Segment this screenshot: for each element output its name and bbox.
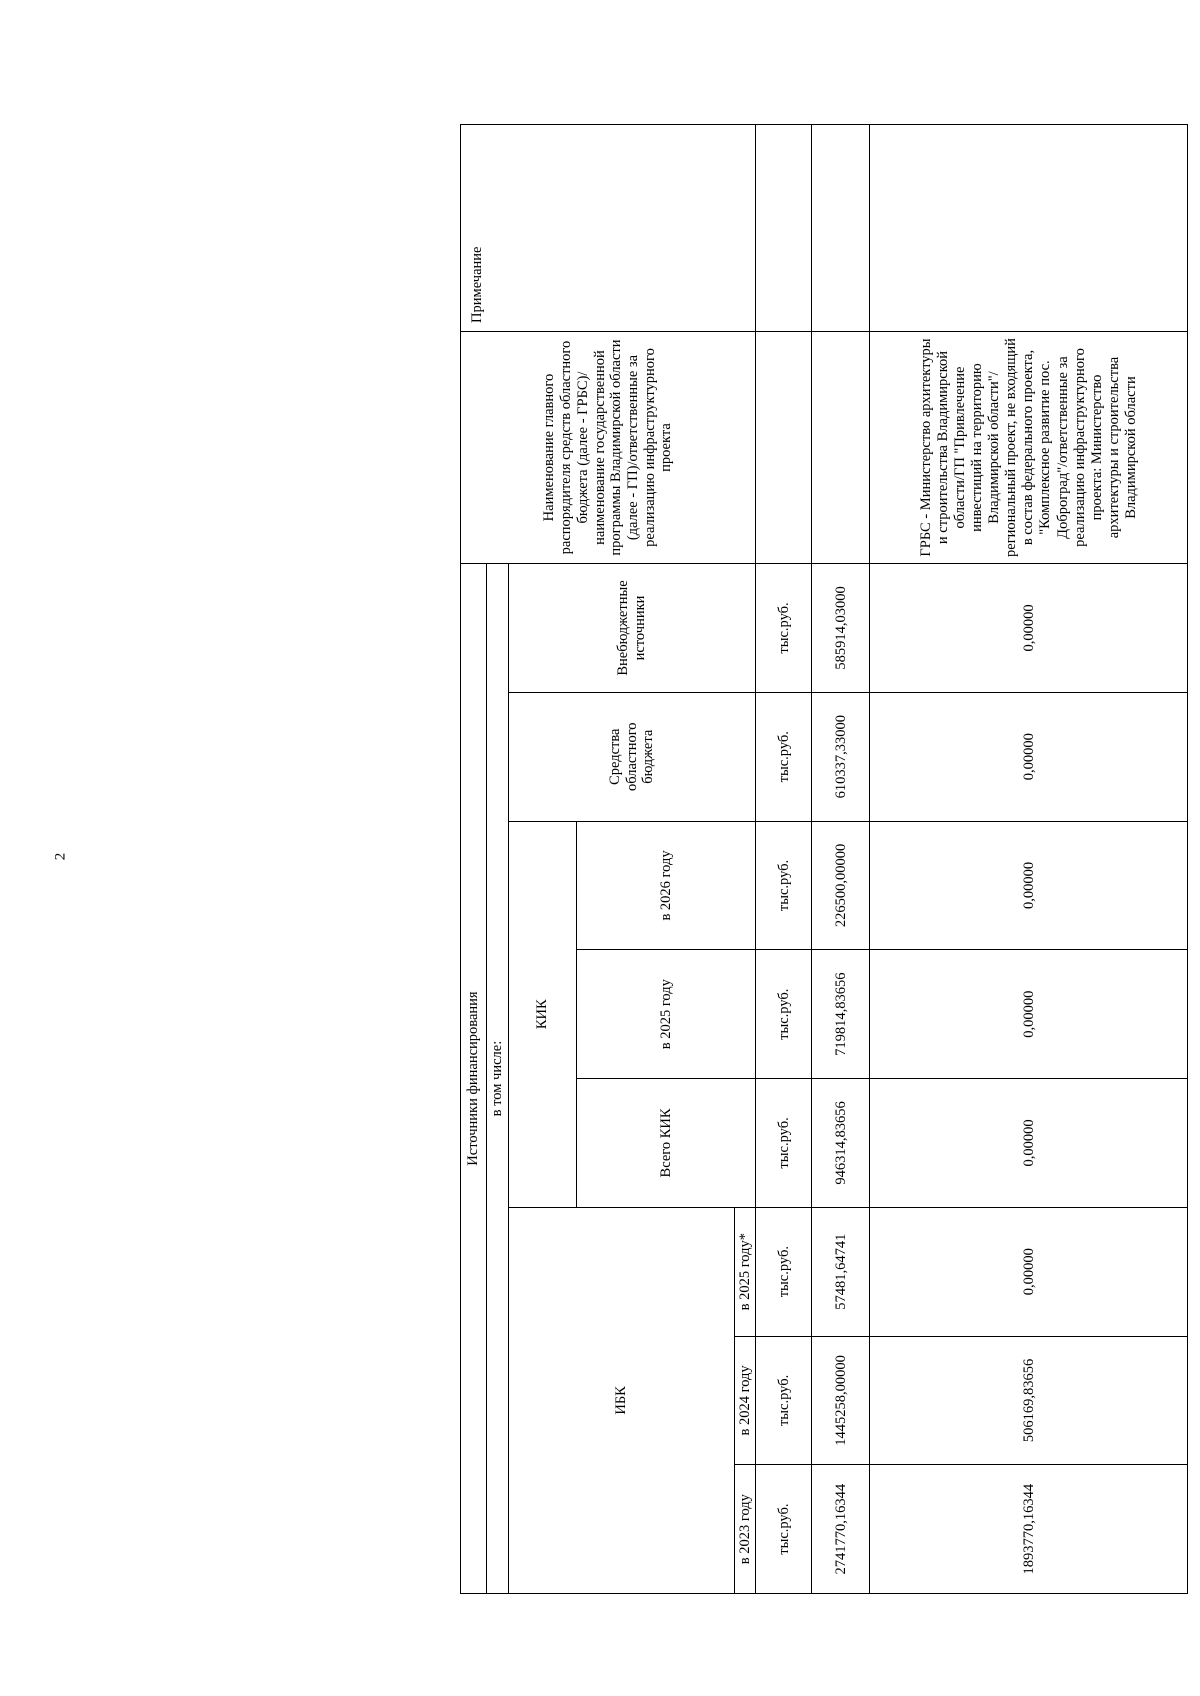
value-cell: 0,00000 (870, 1079, 1188, 1208)
value-cell: 1893770,16344 (870, 1465, 1188, 1594)
financing-table (460, 124, 1188, 1594)
value-cell: 1445258,00000 (812, 1336, 870, 1465)
page-number: 2 (52, 852, 69, 861)
unit-cell: тыс.руб. (756, 1207, 812, 1336)
col-ibk-2024: в 2024 году (734, 1336, 756, 1465)
regional-budget-header: Средства областного бюджета (508, 692, 756, 821)
table-row-total (812, 125, 870, 1594)
unit-cell: тыс.руб. (756, 1465, 812, 1594)
col-ibk-2023: в 2023 году (734, 1465, 756, 1594)
value-cell: 585914,03000 (812, 564, 870, 693)
unit-cell-empty (756, 331, 812, 563)
financing-table-rotated (460, 124, 1140, 1594)
grbs-name-header: Наименование главного распорядителя средств областного бюджета (далее - ГРБС)/наименование государственной программы Владимирской области (далее - ГП)/ответственные за реализацию инфраструктурного проекта (461, 331, 756, 563)
including-header: в том числе: (487, 564, 509, 1594)
value-cell: 2741770,16344 (812, 1465, 870, 1594)
value-cell: 0,00000 (870, 821, 1188, 950)
ibk-header: ИБК (508, 1207, 734, 1593)
unit-cell: тыс.руб. (756, 1336, 812, 1465)
value-cell: 226500,00000 (812, 821, 870, 950)
extrabudget-header: Внебюджетные источники (508, 564, 756, 693)
kik-header: КИК (508, 821, 576, 1207)
grbs-cell: ГРБС - Министерство архитектуры и строительства Владимирской области/ГП "Привлечение инвестиций на территорию Владимирской области"/региональный проект, не входящий в состав федерального проекта, "Комплексное развитие пос. Доброград"/ответственные за реализацию инфраструктурного проекта: Министерство архитектуры и строительства Владимирской области (870, 331, 1188, 563)
grbs-cell (812, 331, 870, 563)
note-cell (870, 125, 1188, 332)
col-kik-2026: в 2026 году (576, 821, 756, 950)
value-cell: 719814,83656 (812, 950, 870, 1079)
value-cell: 57481,64741 (812, 1207, 870, 1336)
financing-table-container (460, 124, 1140, 1594)
col-ibk-2025: в 2025 году* (734, 1207, 756, 1336)
value-cell: 506169,83656 (870, 1336, 1188, 1465)
unit-cell: тыс.руб. (756, 821, 812, 950)
value-cell: 610337,33000 (812, 692, 870, 821)
value-cell: 0,00000 (870, 950, 1188, 1079)
unit-cell: тыс.руб. (756, 564, 812, 693)
value-cell: 946314,83656 (812, 1079, 870, 1208)
value-cell: 0,00000 (870, 692, 1188, 821)
unit-cell: тыс.руб. (756, 692, 812, 821)
sources-header: Источники финансирования (461, 564, 487, 1594)
value-cell: 0,00000 (870, 1207, 1188, 1336)
unit-cell: тыс.руб. (756, 950, 812, 1079)
col-kik-2025: в 2025 году (576, 950, 756, 1079)
col-total-kik: Всего КИК (576, 1079, 756, 1208)
note-cell (812, 125, 870, 332)
table-row-detail (870, 125, 1188, 1594)
note-header: Примечание (461, 125, 756, 332)
value-cell: 0,00000 (870, 564, 1188, 693)
unit-cell: тыс.руб. (756, 1079, 812, 1208)
unit-cell-empty (756, 125, 812, 332)
